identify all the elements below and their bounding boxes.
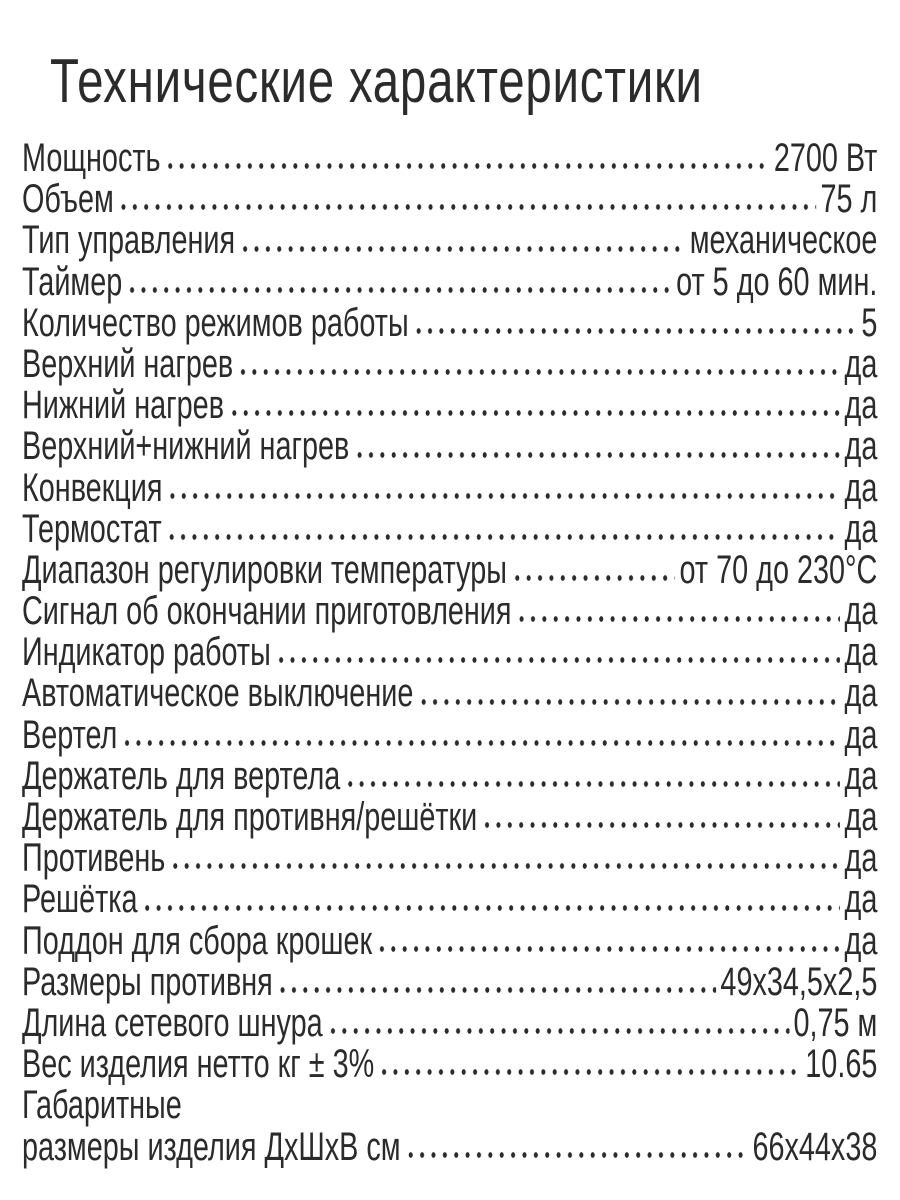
spec-label: Вес изделия нетто кг ± 3% — [22, 1042, 375, 1087]
spec-label: Верхний нагрев — [22, 341, 234, 386]
spec-value: да — [844, 506, 878, 551]
spec-row — [22, 259, 878, 304]
spec-value: да — [844, 589, 878, 634]
spec-row — [22, 797, 877, 838]
dot-leader — [379, 1068, 801, 1076]
spec-value: да — [844, 383, 878, 428]
dot-leader — [165, 162, 770, 170]
spec-value: 75 л — [820, 177, 878, 222]
spec-value: да — [844, 753, 878, 798]
spec-value: да — [844, 465, 878, 510]
dot-leader — [277, 986, 716, 994]
spec-row — [22, 879, 877, 920]
spec-label: Автоматическое выключение — [22, 671, 414, 716]
spec-label: Противень — [22, 836, 166, 881]
spec-row — [22, 918, 878, 963]
spec-row — [22, 341, 878, 386]
dot-leader — [405, 1151, 748, 1159]
spec-row — [22, 838, 877, 879]
dot-leader — [170, 862, 841, 870]
dot-leader — [118, 203, 816, 211]
spec-row — [22, 591, 877, 632]
spec-value: да — [844, 341, 878, 386]
spec-value: да — [844, 630, 878, 675]
spec-row — [22, 753, 878, 798]
dot-leader — [142, 904, 840, 912]
spec-label: Мощность — [22, 136, 161, 180]
page-title: Технические характеристики — [50, 47, 703, 116]
dot-leader — [482, 821, 841, 829]
spec-value: 10.65 — [805, 1042, 878, 1087]
spec-value: да — [844, 795, 878, 839]
spec-label: Габаритные — [22, 1083, 182, 1128]
spec-value: да — [844, 671, 878, 716]
spec-label: размеры изделия ДхШхВ см — [22, 1124, 401, 1169]
spec-row — [22, 1085, 877, 1126]
spec-label: Решётка — [22, 877, 138, 922]
dot-leader — [239, 245, 685, 253]
spec-value: 0,75 м — [793, 1000, 878, 1045]
spec-list — [22, 138, 877, 1168]
spec-value: да — [844, 877, 878, 922]
dot-leader — [327, 1027, 789, 1035]
spec-row — [22, 1000, 878, 1045]
dot-leader — [127, 286, 672, 294]
spec-row — [22, 385, 877, 426]
dot-leader — [413, 327, 857, 335]
spec-row — [22, 220, 877, 261]
spec-row — [22, 712, 878, 757]
spec-label: Термостат — [22, 506, 162, 551]
spec-label: Объем — [22, 177, 114, 222]
spec-label: Количество режимов работы — [22, 300, 409, 345]
spec-label: Длина сетевого шнура — [22, 1000, 323, 1045]
spec-row — [22, 506, 878, 551]
dot-leader — [167, 492, 840, 500]
spec-label: Сигнал об окончании приготовления — [22, 589, 512, 634]
spec-value: да — [844, 424, 878, 469]
spec-label: Держатель для противня/решётки — [22, 795, 478, 839]
dot-leader — [376, 945, 840, 953]
spec-label: Поддон для сбора крошек — [22, 918, 373, 963]
spec-label: Верхний+нижний нагрев — [22, 424, 350, 469]
dot-leader — [516, 615, 840, 623]
spec-row — [22, 179, 877, 220]
spec-value: от 70 до 230°С — [679, 547, 878, 592]
spec-row — [22, 426, 877, 467]
dot-leader — [345, 780, 841, 788]
dot-leader — [275, 656, 840, 664]
dot-leader — [511, 574, 675, 582]
spec-row — [22, 1044, 877, 1085]
dot-leader — [354, 451, 841, 459]
spec-row — [22, 465, 878, 510]
spec-value: да — [844, 836, 878, 881]
dot-leader — [237, 368, 840, 376]
spec-row — [22, 632, 877, 673]
spec-value: механическое — [689, 218, 878, 263]
spec-label: Индикатор работы — [22, 630, 271, 675]
spec-value: 49х34,5х2,5 — [720, 959, 878, 1004]
spec-label: Тип управления — [22, 218, 236, 263]
spec-row — [22, 138, 877, 179]
spec-value: от 5 до 60 мин. — [676, 259, 878, 304]
spec-label: Таймер — [22, 259, 123, 304]
spec-label: Нижний нагрев — [22, 383, 224, 428]
dot-leader — [418, 698, 841, 706]
dot-leader — [122, 739, 841, 747]
spec-row — [22, 1124, 878, 1169]
spec-label: Диапазон регулировки температуры — [22, 547, 507, 592]
spec-row — [22, 959, 878, 1004]
spec-label: Вертел — [22, 712, 118, 757]
dot-leader — [166, 533, 840, 541]
spec-label: Размеры противня — [22, 959, 273, 1004]
dot-leader — [228, 409, 840, 417]
spec-value: 2700 Вт — [773, 136, 878, 180]
spec-row — [22, 300, 878, 345]
spec-value: да — [844, 918, 878, 963]
spec-row — [22, 673, 877, 714]
spec-value: 5 — [861, 300, 878, 345]
spec-row — [22, 547, 878, 592]
spec-label: Конвекция — [22, 465, 163, 510]
spec-label: Держатель для вертела — [22, 753, 341, 798]
spec-value: 66х44х38 — [752, 1124, 878, 1169]
spec-value: да — [844, 712, 878, 757]
